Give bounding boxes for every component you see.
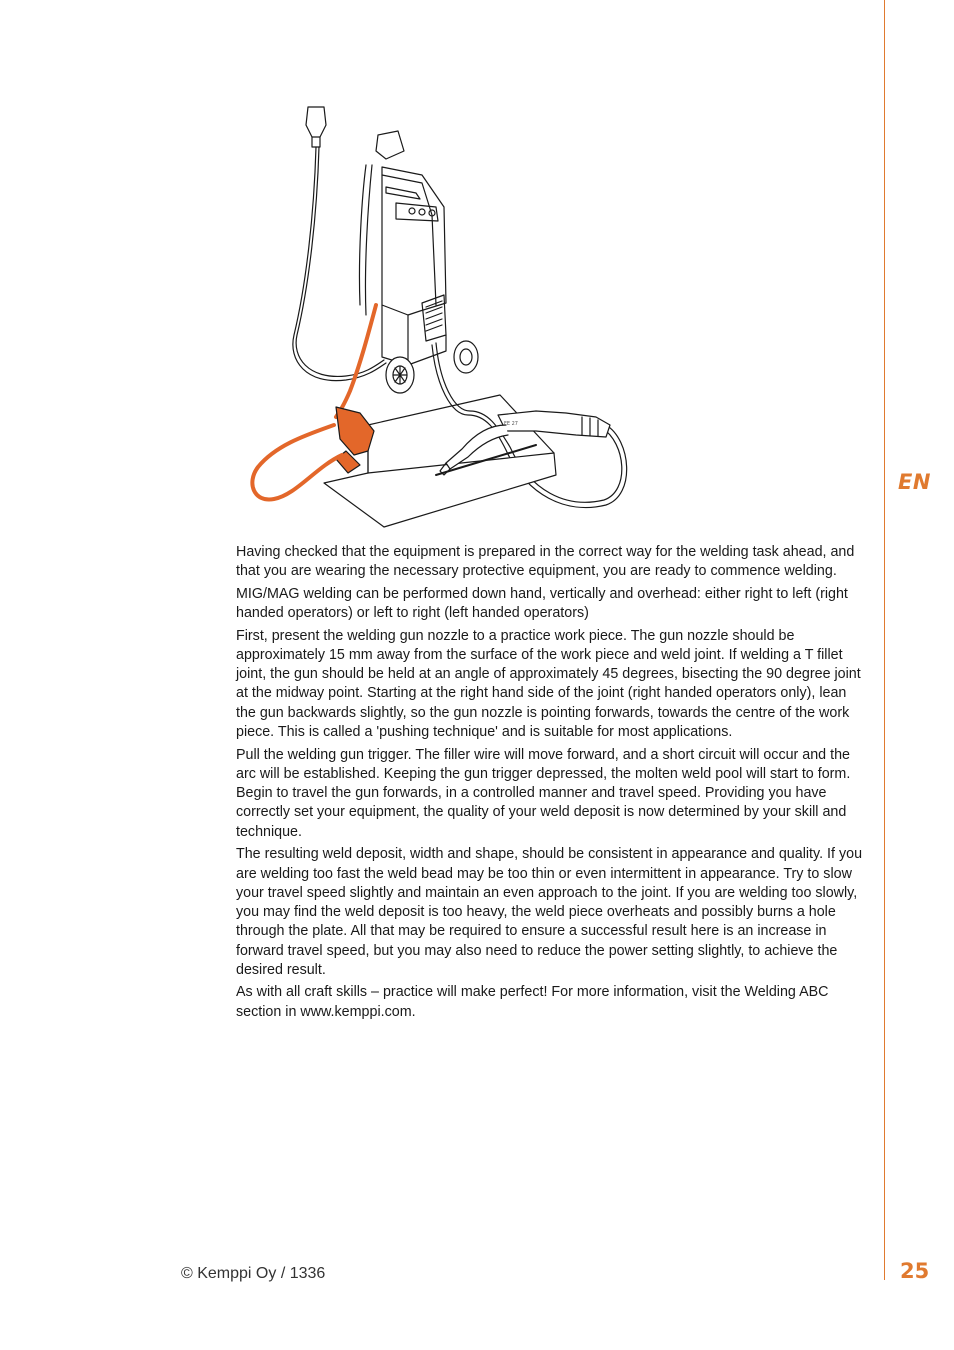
paragraph: MIG/MAG welding can be performed down hand, vertically and overhead: either right to left (right handed operators) or left to right (left handed operators)	[236, 585, 848, 622]
paragraph: Having checked that the equipment is prepared in the correct way for the welding task ahead, and that you are wearing the necessary protective equipment, you are ready to commence welding.	[236, 544, 855, 580]
footer-copyright: © Kemppi Oy / 1336	[181, 1265, 326, 1282]
earth-clamp	[252, 305, 376, 500]
svg-text:FE 27: FE 27	[504, 421, 518, 427]
paragraph: The resulting weld deposit, width and shape, should be consistent in appearance and quality. If you are welding too fast the weld bead may be too thin or even intermittent in appearance. Try to slow your travel speed slightly and maintain an even approach to the joint. If you are welding too slowly, you may find the weld deposit is too heavy, the weld piece overheats and possibly burns a hole through the plate. All that may be required to ensure a successful result here is an increase in forward travel speed, but you may also need to reduce the power setting slightly, to achieve the desired result.	[236, 846, 863, 978]
side-rule	[884, 0, 885, 1280]
paragraph: First, present the welding gun nozzle to a practice work piece. The gun nozzle should be approximately 15 mm away from the surface of the work piece and weld joint. If welding a T fillet joint, the gun should be held at an angle of approximately 45 degrees, bisecting the 90 degree joint at the midway point. Starting at the right hand side of the joint (right handed operators only), lean the gun backwards slightly, so the gun nozzle is pointing forwards, towards the centre of the work piece. This is called a 'pushing technique' and is suitable for most applications.	[236, 627, 861, 741]
welding-equipment-illustration	[236, 95, 636, 535]
mains-plug	[306, 107, 326, 147]
page-number: 25	[900, 1259, 930, 1283]
body-text	[236, 543, 868, 1025]
language-tab: EN	[898, 470, 931, 494]
machine-body	[382, 167, 446, 365]
paragraph: As with all craft skills – practice will make perfect! For more information, visit the Welding ABC section in www.kemppi.com.	[236, 984, 829, 1020]
paragraph: Pull the welding gun trigger. The filler wire will move forward, and a short circuit will occur and the arc will be established. Keeping the gun trigger depressed, the molten weld pool will start to form. Begin to travel the gun forwards, in a controlled manner and travel speed. Providing you have correctly set your equipment, the quality of your weld deposit is now determined by your skill and technique.	[236, 746, 851, 840]
mains-cable	[293, 147, 386, 381]
